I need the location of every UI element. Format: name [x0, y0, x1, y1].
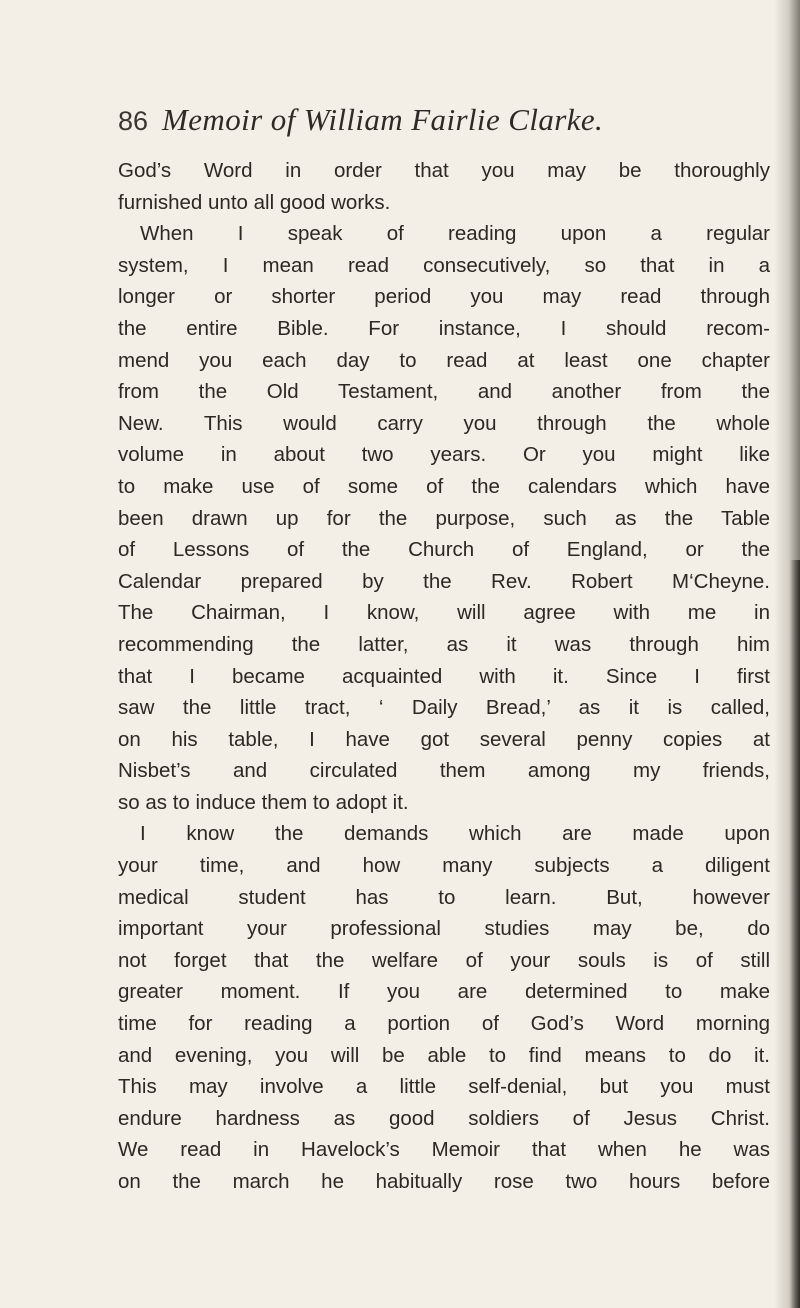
- text-line: important your professional studies may be, do: [118, 917, 770, 941]
- text-line: longer or shorter period you may read through: [118, 285, 770, 309]
- running-title: Memoir of William Fairlie Clarke.: [162, 102, 604, 137]
- text-line: so as to induce them to adopt it.: [118, 790, 409, 814]
- text-line: mend you each day to read at least one chapter: [118, 348, 770, 372]
- text-line: The Chairman, I know, will agree with me in: [118, 601, 770, 625]
- text-line: This may involve a little self-denial, but you must: [118, 1075, 770, 1099]
- text-line: time for reading a portion of God’s Word morning: [118, 1012, 770, 1036]
- text-line: New. This would carry you through the whole: [118, 411, 770, 435]
- text-line: furnished unto all good works.: [118, 190, 391, 214]
- text-line: When I speak of reading upon a regular: [140, 222, 770, 246]
- page-edge-dark-band: [790, 560, 800, 1308]
- text-line: your time, and how many subjects a diligent: [118, 854, 770, 878]
- text-line: volume in about two years. Or you might like: [118, 443, 770, 467]
- page-number: 86: [118, 106, 149, 136]
- text-line: recommending the latter, as it was through him: [118, 632, 770, 656]
- text-line: endure hardness as good soldiers of Jesus Christ.: [118, 1106, 770, 1130]
- text-line: been drawn up for the purpose, such as the Table: [118, 506, 770, 530]
- text-line: on the march he habitually rose two hours before: [118, 1170, 770, 1193]
- running-head: [118, 102, 758, 148]
- text-line: saw the little tract, ‘ Daily Bread,’ as it is called,: [118, 696, 770, 720]
- text-line: We read in Havelock’s Memoir that when he was: [118, 1138, 770, 1162]
- text-line: that I became acquainted with it. Since I first: [118, 664, 770, 688]
- text-line: God’s Word in order that you may be thoroughly: [118, 159, 770, 182]
- text-line: Calendar prepared by the Rev. Robert M‘Cheyne.: [118, 569, 770, 593]
- text-line: Nisbet’s and circulated them among my friends,: [118, 759, 770, 783]
- text-line: and evening, you will be able to find means to do it.: [118, 1043, 770, 1067]
- text-line: system, I mean read consecutively, so that in a: [118, 253, 770, 277]
- text-line: not forget that the welfare of your souls is of still: [118, 948, 770, 972]
- text-line: of Lessons of the Church of England, or the: [118, 538, 770, 562]
- body-text: [118, 155, 770, 1198]
- text-line: medical student has to learn. But, however: [118, 885, 770, 909]
- text-line: I know the demands which are made upon: [140, 822, 770, 846]
- text-line: the entire Bible. For instance, I should recom-: [118, 316, 770, 340]
- text-line: greater moment. If you are determined to make: [118, 980, 770, 1004]
- text-line: on his table, I have got several penny copies at: [118, 727, 770, 751]
- text-line: to make use of some of the calendars which have: [118, 474, 770, 498]
- text-line: from the Old Testament, and another from the: [118, 380, 770, 404]
